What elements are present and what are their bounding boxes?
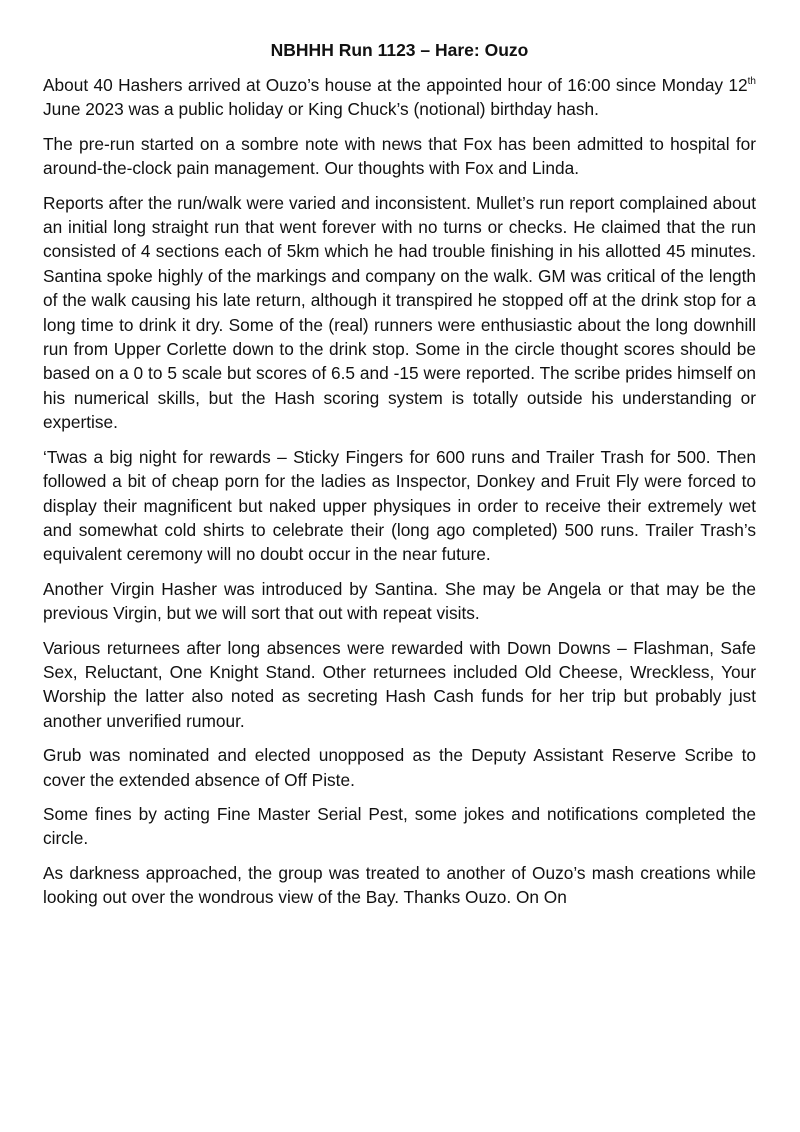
paragraph-deputy-scribe: Grub was nominated and elected unopposed as the Deputy Assistant Reserve Scribe to cover the extended absence of Off Piste. <box>43 745 756 790</box>
paragraph-returnees: Various returnees after long absences were rewarded with Down Downs – Flashman, Safe Sex, Reluctant, One Knight Stand. Other returnees included Old Cheese, Wreckless, Your Worship the latter also noted as secreting Hash Cash funds for her trip but probably just another unverified rumour. <box>43 637 756 731</box>
document-title: NBHHH Run 1123 – Hare: Ouzo <box>270 40 529 60</box>
intro-text-end: June 2023 was a public holiday or King Chuck’s (notional) birthday hash. <box>43 99 599 120</box>
ordinal-suffix: th <box>747 76 756 88</box>
paragraph-intro <box>43 73 756 122</box>
paragraph-fines: Some fines by acting Fine Master Serial Pest, some jokes and notifications completed the circle. <box>43 803 756 849</box>
intro-text-start: About 40 Hashers arrived at Ouzo’s house at the appointed hour of 16:00 since Monday 12 <box>43 75 748 95</box>
paragraph-run-reports: Reports after the run/walk were varied and inconsistent. Mullet’s run report complained about an initial long straight run that went forever with no turns or checks. He claimed that the run consisted of 4 sections each of 5km which he had trouble finishing in his allotted 45 minutes. Santina spoke highly of the markings and company on the walk. GM was critical of the length of the walk causing his late return, although it transpired he stopped off at the drink stop for a long time to drink it dry. Some of the (real) runners were enthusiastic about the long downhill run from Upper Corlette down to the drink stop. Some in the circle thought scores should be based on a 0 to 5 scale but scores of 6.5 and -15 were reported. The scribe prides himself on his numerical skills, but the Hash scoring system is totally outside his understanding or expertise. <box>43 192 756 433</box>
paragraph-pre-run: The pre-run started on a sombre note with news that Fox has been admitted to hospital for around-the-clock pain management. Our thoughts with Fox and Linda. <box>43 133 756 179</box>
paragraph-closing: As darkness approached, the group was treated to another of Ouzo’s mash creations while looking out over the wondrous view of the Bay. Thanks Ouzo. On On <box>43 862 756 908</box>
paragraph-virgin-hasher: Another Virgin Hasher was introduced by Santina. She may be Angela or that may be the previous Virgin, but we will sort that out with repeat visits. <box>43 578 756 624</box>
paragraph-rewards: ‘Twas a big night for rewards – Sticky Fingers for 600 runs and Trailer Trash for 500. Then followed a bit of cheap porn for the ladies as Inspector, Donkey and Fruit Fly were forced to display their magnificent but naked upper physiques in order to receive their extremely wet and somewhat cold shirts to celebrate their (long ago completed) 500 runs. Trailer Trash’s equivalent ceremony will no doubt occur in the near future. <box>43 446 756 565</box>
